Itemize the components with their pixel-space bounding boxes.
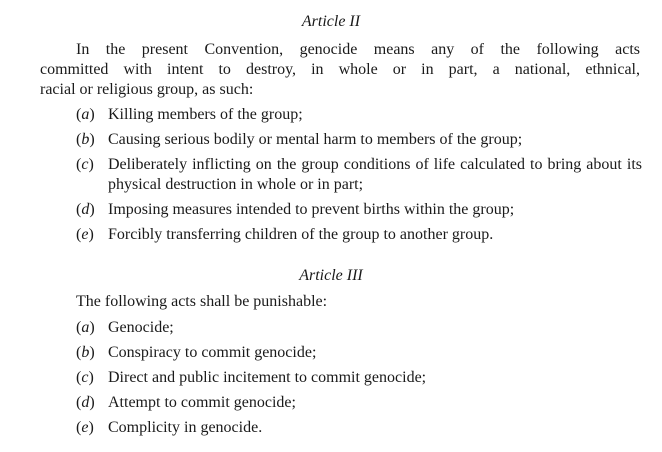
list-marker: (d)	[76, 201, 95, 218]
list-item-text: Conspiracy to commit genocide;	[108, 344, 317, 361]
article-3-item-d	[76, 393, 642, 413]
list-marker: (c)	[76, 156, 94, 173]
article-2-item-d	[76, 200, 642, 220]
list-item-text: Imposing measures intended to prevent births within the group;	[108, 201, 515, 218]
list-marker: (b)	[76, 131, 95, 148]
list-item-text: Deliberately inflicting on the group conditions of life calculated to bring about its physical destruction in whole or in part;	[108, 156, 642, 193]
list-item-text: Forcibly transferring children of the group to another group.	[108, 226, 494, 243]
list-marker: (d)	[76, 394, 95, 411]
article-3-list	[76, 318, 642, 443]
article-3-intro: The following acts shall be punishable:	[76, 293, 328, 310]
list-marker: (b)	[76, 344, 95, 361]
list-marker: (a)	[76, 106, 95, 123]
list-marker: (a)	[76, 319, 95, 336]
article-3-item-c	[76, 368, 642, 388]
list-marker: (c)	[76, 369, 94, 386]
list-item-text: Killing members of the group;	[108, 106, 303, 123]
article-2-list	[76, 105, 642, 250]
list-item-text: Genocide;	[108, 319, 174, 336]
article-2-heading: Article II	[301, 13, 361, 30]
article-3-item-e	[76, 418, 642, 438]
article-2-item-e	[76, 225, 642, 245]
article-2-intro-line-2: committed with intent to destroy, in whole or in part, a national, ethnical,	[40, 61, 640, 78]
article-2-item-c	[76, 155, 642, 195]
list-item-text: Direct and public incitement to commit genocide;	[108, 369, 427, 386]
article-3-item-b	[76, 343, 642, 363]
list-marker: (e)	[76, 226, 94, 243]
list-item-text: Causing serious bodily or mental harm to members of the group;	[108, 131, 523, 148]
article-2-item-b	[76, 130, 642, 150]
list-marker: (e)	[76, 419, 94, 436]
article-3-heading: Article III	[299, 267, 363, 284]
list-item-text: Complicity in genocide.	[108, 419, 263, 436]
article-3-item-a	[76, 318, 642, 338]
article-2-intro-line-3: racial or religious group, as such:	[40, 81, 254, 98]
article-2-intro	[40, 40, 640, 100]
article-2-intro-line-1: In the present Convention, genocide means any of the following acts	[76, 41, 640, 58]
article-2-item-a	[76, 105, 642, 125]
list-item-text: Attempt to commit genocide;	[108, 394, 296, 411]
